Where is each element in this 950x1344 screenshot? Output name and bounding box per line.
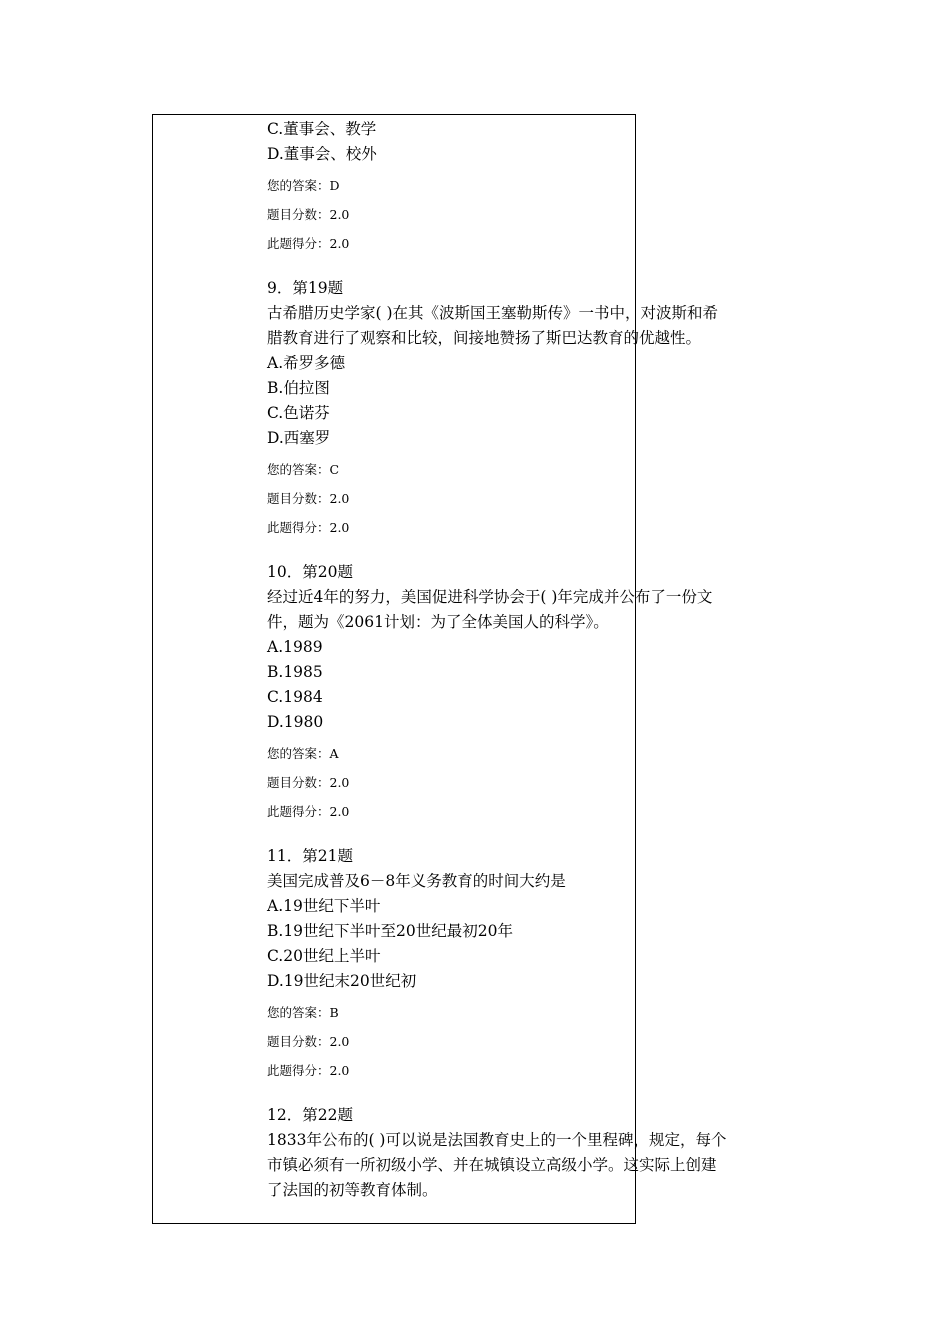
option: C.20世纪上半叶 bbox=[267, 947, 381, 965]
option: D.19世纪末20世纪初 bbox=[267, 972, 417, 990]
your-answer: 您的答案：C bbox=[267, 462, 340, 477]
question-stem: 经过近4年的努力，美国促进科学协会于( )年完成并公布了一份文 bbox=[267, 588, 713, 606]
question-stem: 腊教育进行了观察和比较，间接地赞扬了斯巴达教育的优越性。 bbox=[267, 329, 702, 347]
question-stem: 了法国的初等教育体制。 bbox=[267, 1181, 438, 1199]
option: D.1980 bbox=[267, 713, 324, 731]
question-block bbox=[267, 276, 767, 542]
question-stem: 古希腊历史学家( )在其《波斯国王塞勒斯传》一书中，对波斯和希 bbox=[267, 304, 719, 322]
option: B.19世纪下半叶至20世纪最初20年 bbox=[267, 922, 513, 940]
question-score: 题目分数：2.0 bbox=[267, 1034, 350, 1049]
option: C.色诺芬 bbox=[267, 404, 330, 422]
option: A.1989 bbox=[267, 638, 323, 656]
question-stem: 件，题为《2061计划：为了全体美国人的科学》。 bbox=[267, 613, 609, 631]
option: B.1985 bbox=[267, 663, 323, 681]
your-answer: 您的答案：A bbox=[267, 746, 339, 761]
question-score: 题目分数：2.0 bbox=[267, 491, 350, 506]
option: A.希罗多德 bbox=[267, 354, 346, 372]
question-block bbox=[267, 844, 767, 1085]
option: C.董事会、教学 bbox=[267, 120, 377, 138]
obtained-score: 此题得分：2.0 bbox=[267, 804, 350, 819]
obtained-score: 此题得分：2.0 bbox=[267, 520, 350, 535]
question-stem: 市镇必须有一所初级小学、并在城镇设立高级小学。这实际上创建 bbox=[267, 1156, 717, 1174]
question-score: 题目分数：2.0 bbox=[267, 207, 350, 222]
obtained-score: 此题得分：2.0 bbox=[267, 236, 350, 251]
question-score: 题目分数：2.0 bbox=[267, 775, 350, 790]
question-title: 9．第19题 bbox=[267, 279, 344, 297]
option: D.西塞罗 bbox=[267, 429, 331, 447]
partial-question bbox=[267, 117, 767, 258]
option: A.19世纪下半叶 bbox=[267, 897, 381, 915]
obtained-score: 此题得分：2.0 bbox=[267, 1063, 350, 1078]
option: B.伯拉图 bbox=[267, 379, 330, 397]
question-title: 12．第22题 bbox=[267, 1106, 353, 1124]
question-stem: 美国完成普及6－8年义务教育的时间大约是 bbox=[267, 872, 566, 890]
option: D.董事会、校外 bbox=[267, 145, 377, 163]
quiz-content bbox=[267, 117, 767, 1203]
question-block bbox=[267, 1103, 767, 1203]
option: C.1984 bbox=[267, 688, 323, 706]
question-title: 11．第21题 bbox=[267, 847, 353, 865]
question-stem: 1833年公布的( )可以说是法国教育史上的一个里程碑，规定，每个 bbox=[267, 1131, 727, 1149]
your-answer: 您的答案：D bbox=[267, 178, 340, 193]
question-title: 10．第20题 bbox=[267, 563, 353, 581]
question-block bbox=[267, 560, 767, 826]
your-answer: 您的答案：B bbox=[267, 1005, 339, 1020]
